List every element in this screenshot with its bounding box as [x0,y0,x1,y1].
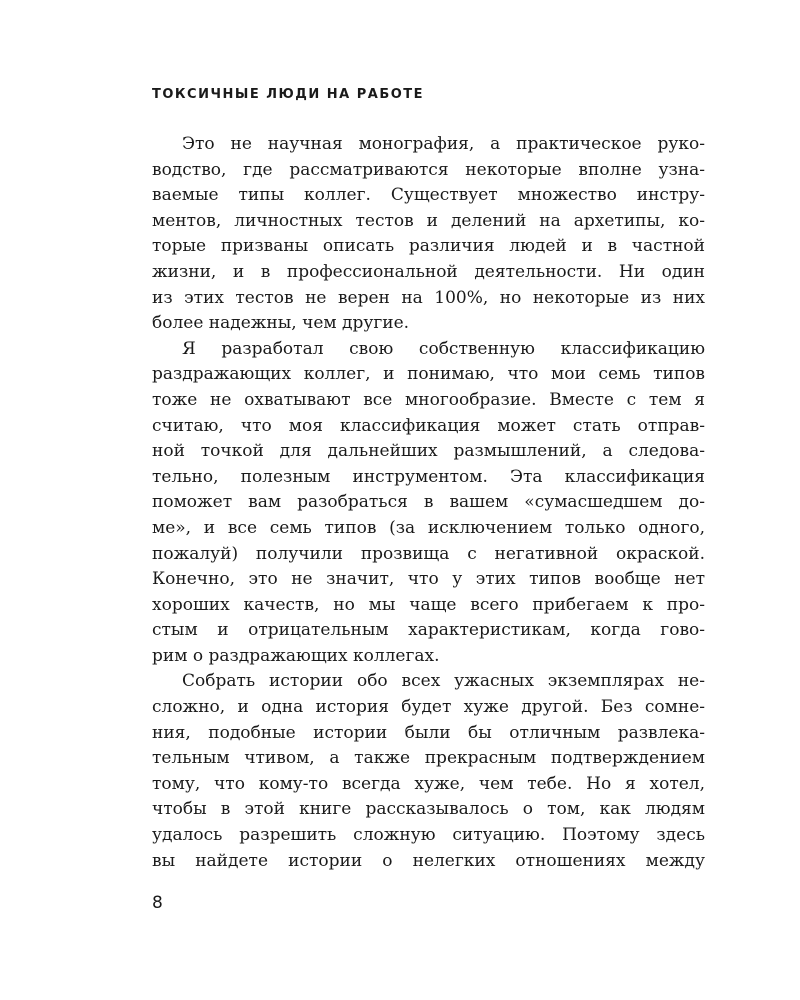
text-line: Я разработал свою собственную классификацию [182,338,705,359]
text-line: ной точкой для дальнейших размышлений, а следова- [152,441,705,462]
text-line: тельным чтивом, а также прекрасным подтверждением [152,748,705,769]
text-line: ме», и все семь типов (за исключением только одного, [152,517,705,538]
body-text [152,132,705,874]
text-line: сложно, и одна история будет хуже другой. Без сомне- [152,697,705,718]
text-line: ния, подобные истории были бы отличным развлека- [152,722,705,743]
text-line: тоже не охватывают все многообразие. Вместе с тем я [152,389,705,410]
text-line: вы найдете истории о нелегких отношениях между [152,850,705,871]
text-line: хороших качеств, но мы чаще всего прибегаем к про- [152,594,705,615]
text-line: ваемые типы коллег. Существует множество инстру- [152,185,705,206]
page-number: 8 [152,893,163,913]
text-line: более надежны, чем другие. [152,313,410,334]
text-line: тельно, полезным инструментом. Эта классификация [152,466,705,487]
text-line: водство, где рассматриваются некоторые вполне узна- [152,159,705,180]
paragraph [152,669,705,874]
text-line: Собрать истории обо всех ужасных экземплярах не- [182,671,705,692]
text-line: жизни, и в профессиональной деятельности. Ни один [152,261,705,282]
text-line: удалось разрешить сложную ситуацию. Поэтому здесь [152,825,705,846]
running-head: ТОКСИЧНЫЕ ЛЮДИ НА РАБОТЕ [152,87,425,102]
paragraph [152,337,705,670]
text-line: Это не научная монография, а практическое руко- [182,134,705,154]
paragraph [152,132,705,337]
text-line: ментов, личностных тестов и делений на архетипы, ко- [152,210,705,231]
text-line: стым и отрицательным характеристикам, когда гово- [152,620,705,641]
text-line: торые призваны описать различия людей и в частной [152,236,705,257]
text-line: Конечно, это не значит, что у этих типов вообще нет [152,569,705,590]
text-line: пожалуй) получили прозвища с негативной окраской. [152,543,705,564]
text-line: чтобы в этой книге рассказывалось о том, как людям [152,799,705,820]
text-line: рим о раздражающих коллегах. [152,645,440,666]
text-line: тому, что кому-то всегда хуже, чем тебе. Но я хотел, [152,773,705,794]
text-line: из этих тестов не верен на 100%, но некоторые из них [152,287,705,308]
text-line: поможет вам разобраться в вашем «сумасшедшем до- [152,492,705,513]
text-line: раздражающих коллег, и понимаю, что мои семь типов [152,364,705,385]
text-line: считаю, что моя классификация может стать отправ- [152,415,705,436]
